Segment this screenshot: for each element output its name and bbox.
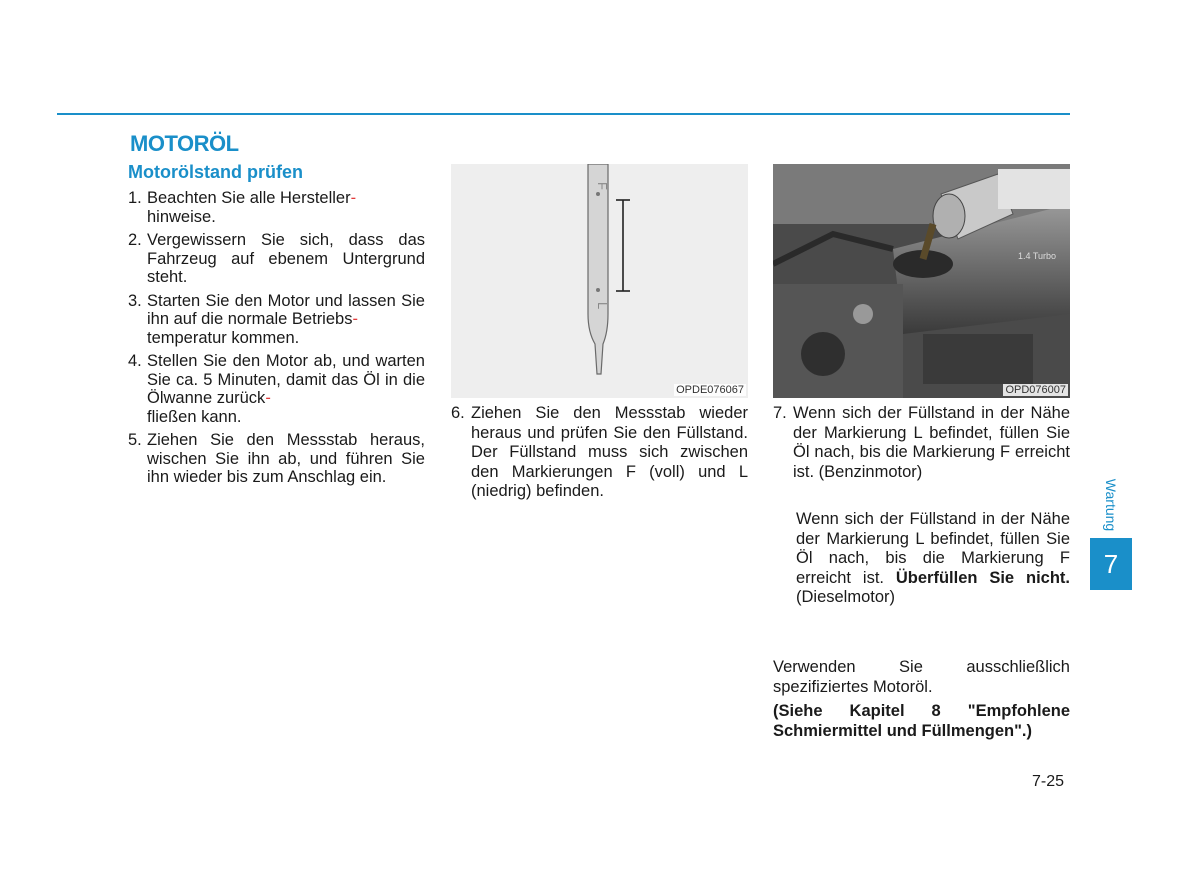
chapter-tab: 7 — [1090, 538, 1132, 590]
top-rule — [57, 113, 1070, 115]
chapter-reference: (Siehe Kapitel 8 "Empfohlene Schmiermittel und Füllmengen".) — [773, 702, 1070, 740]
step-text-cont: fließen kann. — [147, 407, 242, 426]
diesel-text: Wenn sich der Füllstand in der Nähe der Markierung L befindet, füllen Sie Öl nach, bis die Markierung F erreicht ist. — [796, 510, 1070, 587]
engine-label: 1.4 Turbo — [1018, 251, 1057, 261]
figure-code: OPD076007 — [1005, 384, 1066, 396]
step-number: 6. — [451, 404, 465, 422]
hyphen-mark: - — [350, 189, 357, 207]
list-item — [128, 189, 425, 226]
mark-l: L — [595, 302, 610, 310]
mark-f: F — [595, 182, 610, 190]
side-label-text: Wartung — [1103, 478, 1119, 532]
hyphen-mark: - — [265, 389, 271, 407]
list-item — [773, 404, 1070, 482]
step-text: Starten Sie den Motor und lassen Sie ihn auf die normale Betriebs — [147, 291, 425, 328]
diesel-warning: Überfüllen Sie nicht. — [895, 568, 1070, 587]
engine-photo — [773, 164, 1070, 398]
step-number: 5. — [128, 431, 142, 449]
page-number: 7-25 — [1032, 773, 1065, 790]
step-number: 3. — [128, 291, 142, 310]
step-number: 7. — [773, 404, 787, 422]
step-number: 2. — [128, 231, 142, 249]
side-label — [1099, 472, 1123, 538]
step-text-cont: hinweise. — [147, 207, 216, 226]
step6-list — [451, 404, 748, 502]
hyphen-mark: - — [352, 310, 358, 328]
step-text-cont: temperatur kommen. — [147, 328, 300, 347]
sub-title: Motorölstand prüfen — [128, 162, 303, 182]
list-item — [451, 404, 748, 502]
dipstick-figure — [451, 164, 748, 398]
oil-spec-text: Verwenden Sie ausschließlich spezifiziertes Motoröl. — [773, 658, 1070, 696]
list-item — [128, 352, 425, 426]
list-item — [128, 431, 425, 487]
step-text: Beachten Sie alle Hersteller — [147, 189, 351, 207]
list-item — [128, 231, 425, 287]
step-text: Ziehen Sie den Messstab heraus, wischen Sie ihn ab, und führen Sie ihn wieder bis zum Anschlag ein. — [147, 431, 425, 486]
step-text: Vergewissern Sie sich, dass das Fahrzeug auf ebenem Untergrund steht. — [147, 231, 425, 286]
step-text: Ziehen Sie den Messstab wieder heraus und prüfen Sie den Füllstand. Der Füllstand muss sich zwischen den Markierungen F (voll) und L (niedrig) befinden. — [471, 404, 748, 500]
step7-list — [773, 404, 1070, 482]
steps-list — [128, 189, 425, 492]
step-number: 1. — [128, 189, 142, 207]
step-number: 4. — [128, 352, 142, 370]
diesel-suffix: (Dieselmotor) — [796, 588, 896, 606]
section-title: MOTORÖL — [130, 131, 239, 156]
step-text: Wenn sich der Füllstand in der Nähe der Markierung L befindet, füllen Sie Öl nach, bis die Markierung F erreicht ist. (Benzinmotor) — [793, 404, 1070, 481]
engine-illustration — [773, 164, 1070, 398]
step-text: Stellen Sie den Motor ab, und warten Sie ca. 5 Minuten, damit das Öl in die Ölwanne zurück — [147, 352, 425, 407]
list-item — [128, 292, 425, 348]
figure-code: OPDE076067 — [676, 384, 744, 396]
diesel-paragraph — [796, 510, 1070, 608]
dipstick-illustration — [451, 164, 748, 398]
